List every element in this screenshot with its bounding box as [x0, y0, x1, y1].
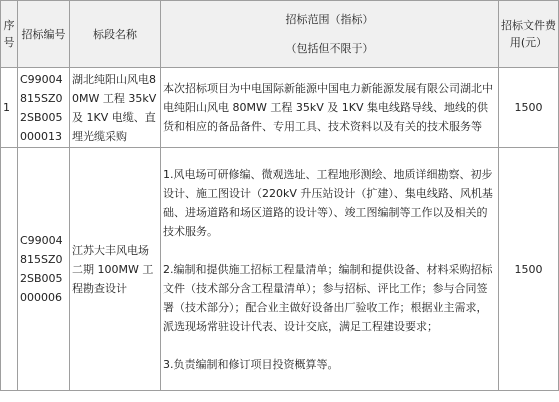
row-fee: 1500	[499, 68, 559, 148]
row-scope	[161, 148, 499, 391]
row-index	[1, 148, 18, 391]
header-index: 序号	[1, 1, 18, 68]
scope-paragraph: 3.负责编制和修订项目投资概算等。	[163, 357, 339, 371]
row-code: C99004815SZ02SB005000006	[18, 148, 70, 391]
scope-paragraph: 本次招标项目为中电国际新能源中国电力新能源发展有限公司湖北中电纯阳山风电 80MW 工程 35kV 及 1KV 集电线路导线、地线的供货和相应的备品备件、专用工具、技术资料以及有关的技术服务等	[163, 82, 493, 133]
header-fee: 招标文件费用(元）	[499, 1, 559, 68]
row-name: 江苏大丰风电场二期 100MW 工程勘查设计	[70, 148, 161, 391]
scope-paragraph: 1.风电场可研修编、微观选址、工程地形测绘、地质详细勘察、初步设计、施工图设计（220kV 升压站设计（扩建）、集电线路、风机基础、进场道路和场区道路的设计等）、竣工图编制等工作以及相关的技术服务。	[163, 167, 493, 238]
scope-paragraph: 2.编制和提供施工招标工程量清单；编制和提供设备、材料采购招标文件（技术部分含工程量清单）；参与招标、评比工作；参与合同签署（技术部分）；配合业主做好设备出厂验收工作；根据业主需求，派选现场常驻设计代表、设计交底，满足工程建设要求；	[163, 262, 493, 333]
table-row	[1, 68, 559, 148]
header-scope-note: （包括但不限于）	[285, 42, 374, 55]
row-name: 湖北纯阳山风电80MW 工程 35kV 及 1KV 电缆、直埋光缆采购	[70, 68, 161, 148]
row-code: C99004815SZ02SB005000013	[18, 68, 70, 148]
header-name: 标段名称	[70, 1, 161, 68]
header-scope-title: 招标范围（指标）	[285, 13, 374, 26]
row-fee: 1500	[499, 148, 559, 391]
header-code: 招标编号	[18, 1, 70, 68]
table-row	[1, 148, 559, 391]
row-scope	[161, 68, 499, 148]
header-scope	[161, 1, 499, 68]
row-index: 1	[1, 68, 18, 148]
header-row	[1, 1, 559, 68]
